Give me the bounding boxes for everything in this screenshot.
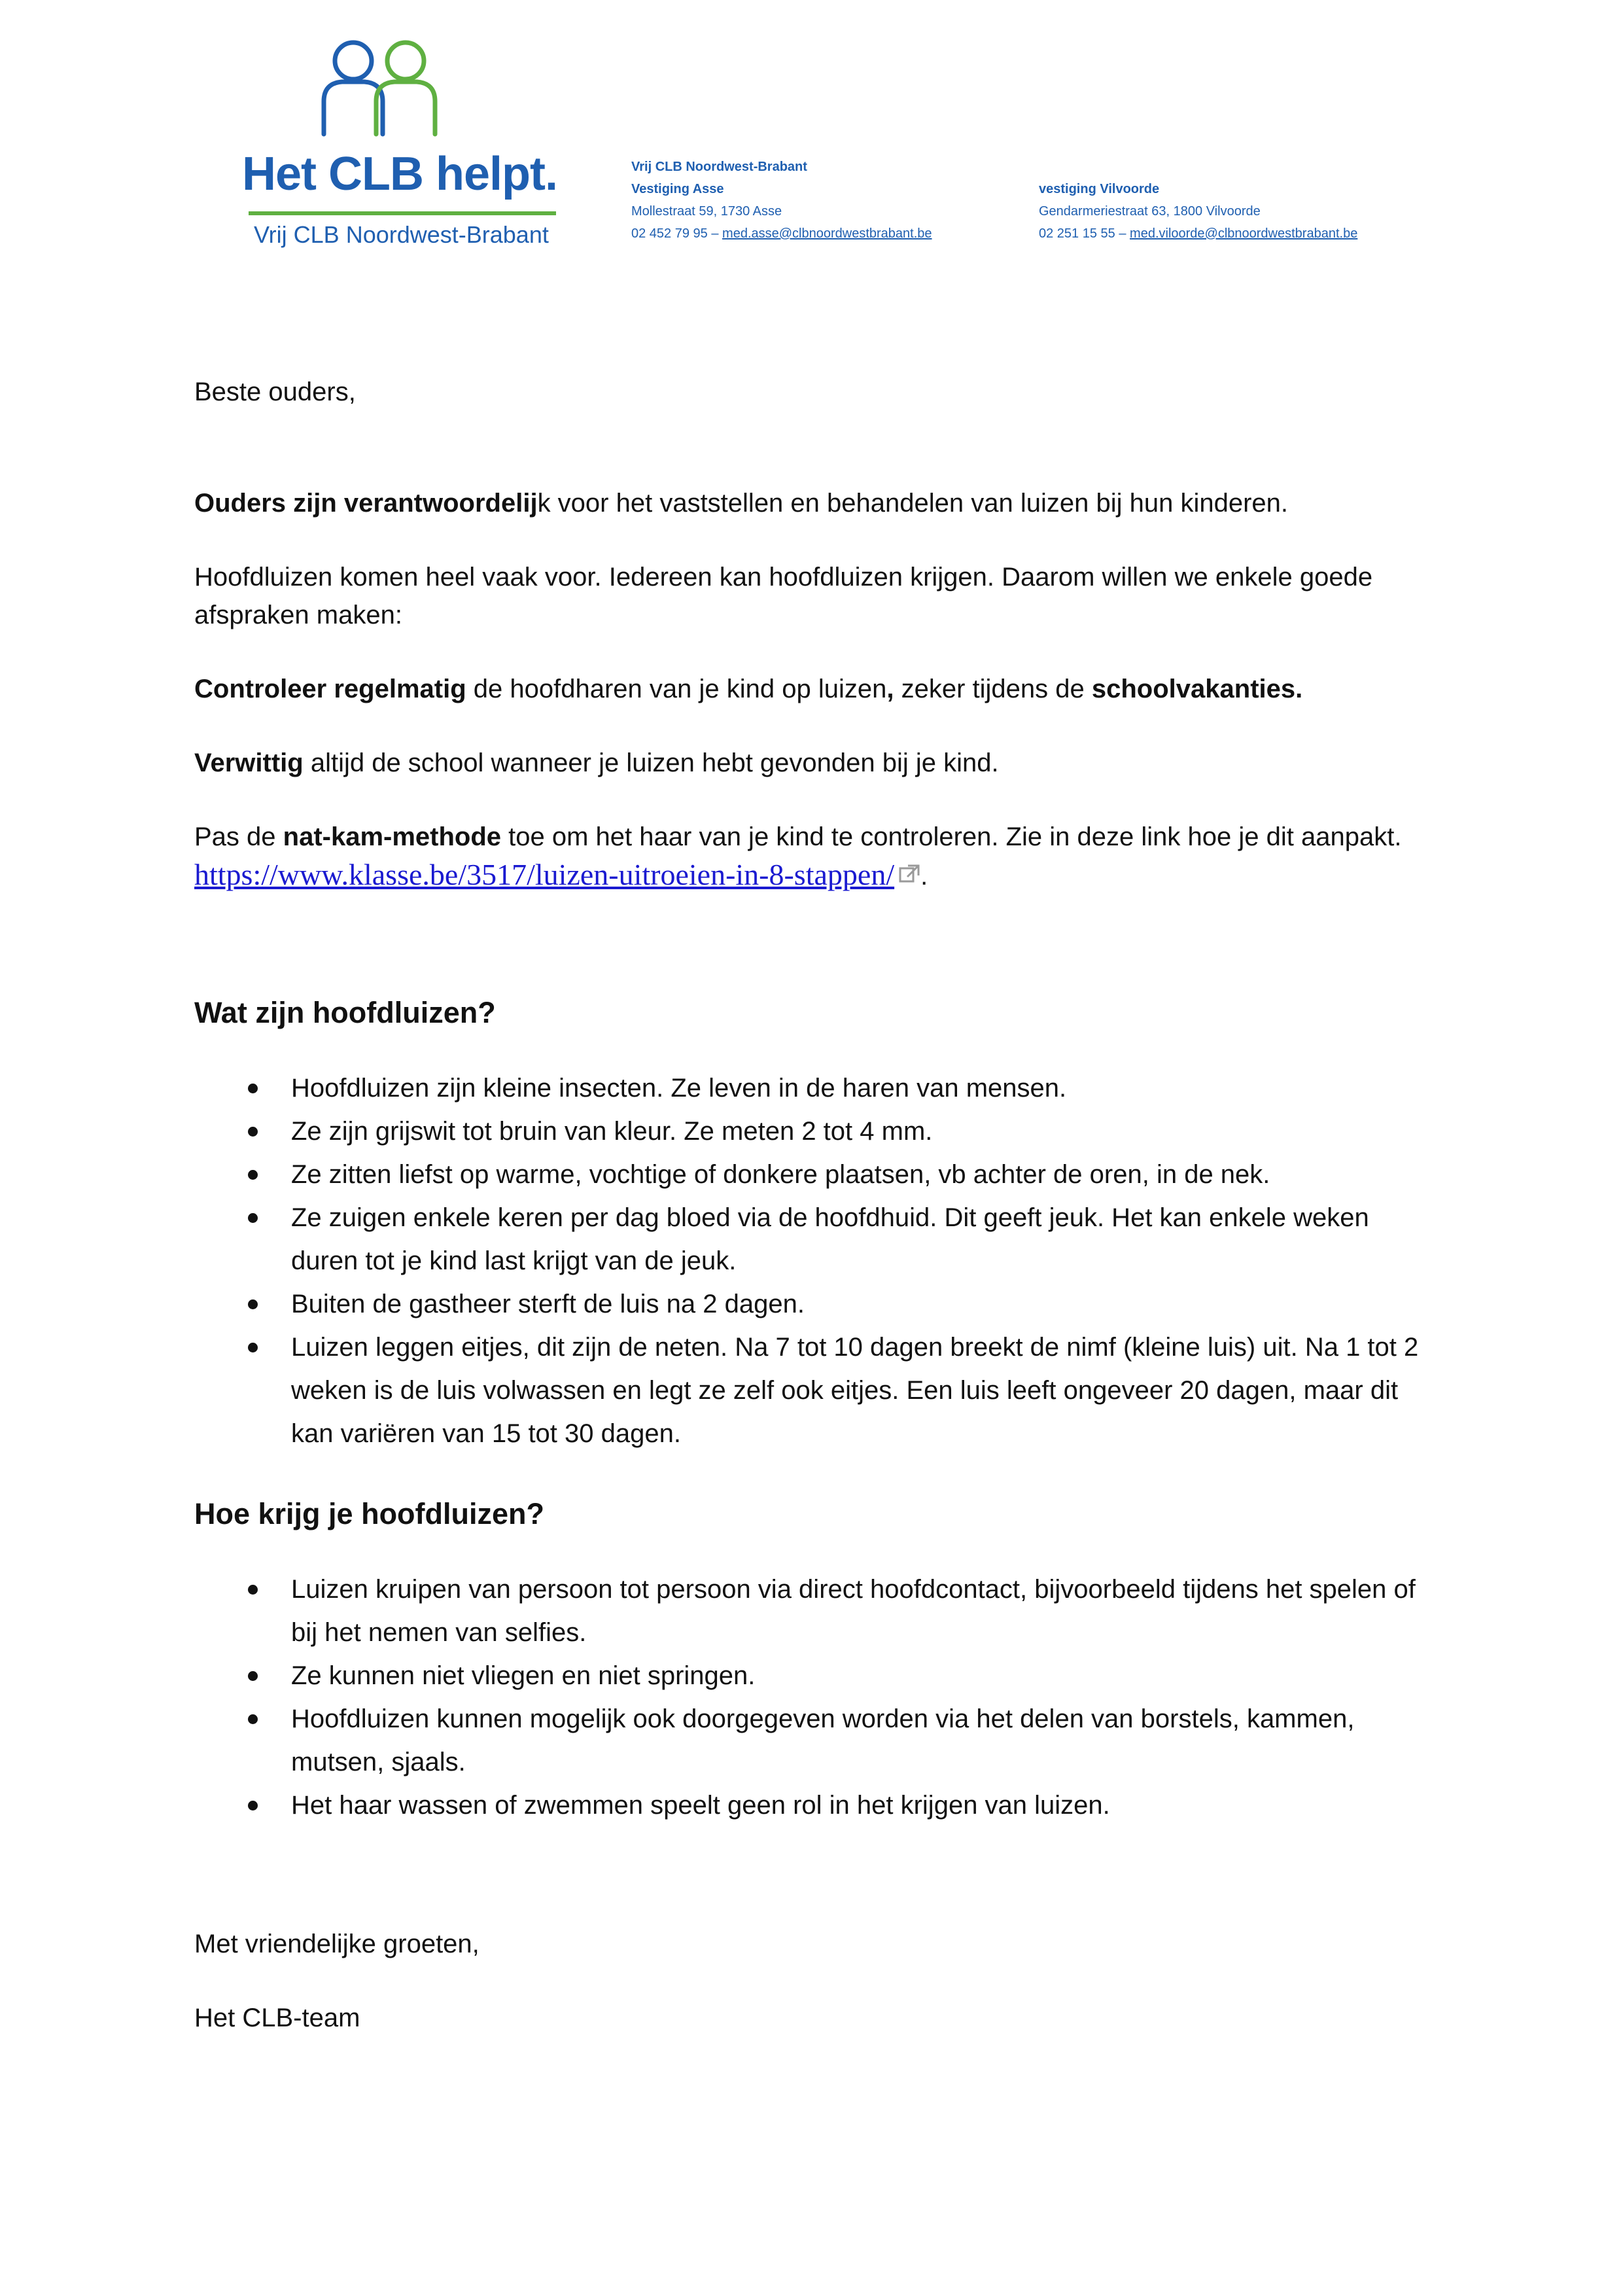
- bullet-icon: [248, 1127, 258, 1137]
- address-asse: [631, 156, 932, 245]
- logo-subtitle: Vrij CLB Noordwest-Brabant: [254, 221, 549, 248]
- logo-divider: [249, 211, 556, 215]
- letter-body: [194, 373, 1437, 2037]
- bullet-icon: [248, 1714, 258, 1724]
- branch-asse: Vestiging Asse: [631, 182, 724, 196]
- clb-logo: [236, 36, 576, 252]
- list-item: Buiten de gastheer sterft de luis na 2 dagen.: [194, 1282, 1437, 1326]
- street-asse: Mollestraat 59, 1730 Asse: [631, 204, 782, 219]
- bold-text: schoolvakanties.: [1091, 675, 1303, 703]
- text: de hoofdharen van je kind op luizen: [466, 675, 887, 703]
- branch-vilvoorde: vestiging Vilvoorde: [1039, 182, 1160, 196]
- bold-text: Verwittig: [194, 749, 304, 777]
- phone-vilvoorde: 02 251 15 55 –: [1039, 226, 1126, 241]
- text: altijd de school wanneer je luizen hebt gevonden bij je kind.: [303, 749, 999, 777]
- greeting: Beste ouders,: [194, 378, 356, 406]
- bullet-icon: [248, 1671, 258, 1681]
- closing: Met vriendelijke groeten,: [194, 1930, 480, 1958]
- people-logo-icon: [317, 36, 442, 141]
- email-asse-link[interactable]: med.asse@clbnoordwestbrabant.be: [722, 226, 932, 241]
- org-name: Vrij CLB Noordwest-Brabant: [631, 160, 807, 174]
- external-link-icon[interactable]: [898, 864, 920, 883]
- bullet-icon: [248, 1213, 258, 1223]
- phone-asse: 02 452 79 95 –: [631, 226, 719, 241]
- list-item: Luizen kruipen van persoon tot persoon via direct hoofdcontact, bijvoorbeeld tijdens het spelen of bij het nemen van selfies.: [194, 1568, 1437, 1654]
- list-item: Ze zitten liefst op warme, vochtige of donkere plaatsen, vb achter de oren, in de nek.: [194, 1153, 1437, 1196]
- list-item: Ze kunnen niet vliegen en niet springen.: [194, 1654, 1437, 1697]
- address-vilvoorde: [1039, 178, 1357, 245]
- paragraph-notify: [194, 744, 1437, 782]
- list-item: Hoofdluizen kunnen mogelijk ook doorgegeven worden via het delen van borstels, kammen, mutsen, sjaals.: [194, 1697, 1437, 1784]
- list-item: Ze zijn grijswit tot bruin van kleur. Ze meten 2 tot 4 mm.: [194, 1110, 1437, 1153]
- paragraph-method: [194, 818, 1437, 895]
- bold-text: ,: [886, 675, 894, 703]
- list-item: Hoofdluizen zijn kleine insecten. Ze leven in de haren van mensen.: [194, 1067, 1437, 1110]
- section-title-what: Wat zijn hoofdluizen?: [194, 996, 496, 1029]
- bullet-icon: [248, 1801, 258, 1810]
- section-title-how: Hoe krijg je hoofdluizen?: [194, 1497, 545, 1530]
- list-item: Het haar wassen of zwemmen speelt geen rol in het krijgen van luizen.: [194, 1784, 1437, 1827]
- bold-text: Controleer regelmatig: [194, 675, 466, 703]
- paragraph-intro: Hoofdluizen komen heel vaak voor. Iedereen kan hoofdluizen krijgen. Daarom willen we enkele goede afspraken maken:: [194, 563, 1373, 629]
- text: Pas de: [194, 822, 283, 851]
- street-vilvoorde: Gendarmeriestraat 63, 1800 Vilvoorde: [1039, 204, 1261, 219]
- signature: Het CLB-team: [194, 2004, 360, 2032]
- logo-title: Het CLB helpt.: [242, 148, 557, 200]
- bold-text: nat-kam-methode: [283, 822, 502, 851]
- list-how: [194, 1568, 1437, 1827]
- text: .: [920, 862, 928, 891]
- bullet-icon: [248, 1343, 258, 1352]
- text: k voor het vaststellen en behandelen van luizen bij hun kinderen.: [537, 489, 1289, 518]
- bullet-icon: [248, 1084, 258, 1093]
- text: zeker tijdens de: [894, 675, 1092, 703]
- email-vilvoorde-link[interactable]: med.viloorde@clbnoordwestbrabant.be: [1130, 226, 1358, 241]
- bullet-icon: [248, 1299, 258, 1309]
- bold-text: Ouders zijn verantwoordelij: [194, 489, 538, 518]
- text: toe om het haar van je kind te controleren. Zie in deze link hoe je dit aanpakt.: [501, 822, 1402, 851]
- list-what: [194, 1067, 1437, 1455]
- bullet-icon: [248, 1585, 258, 1595]
- paragraph-responsibility: [194, 484, 1437, 522]
- bullet-icon: [248, 1170, 258, 1180]
- list-item: Ze zuigen enkele keren per dag bloed via de hoofdhuid. Dit geeft jeuk. Het kan enkele weken duren tot je kind last krijgt van de jeuk.: [194, 1196, 1437, 1282]
- klasse-link[interactable]: https://www.klasse.be/3517/luizen-uitroeien-in-8-stappen/: [194, 858, 895, 891]
- list-item: Luizen leggen eitjes, dit zijn de neten. Na 7 tot 10 dagen breekt de nimf (kleine luis) uit. Na 1 tot 2 weken is de luis volwassen en legt ze zelf ook eitjes. Een luis leeft ongeveer 20 dagen, maar dit kan variëren van 15 tot 30 dagen.: [194, 1326, 1437, 1455]
- paragraph-check: [194, 670, 1437, 708]
